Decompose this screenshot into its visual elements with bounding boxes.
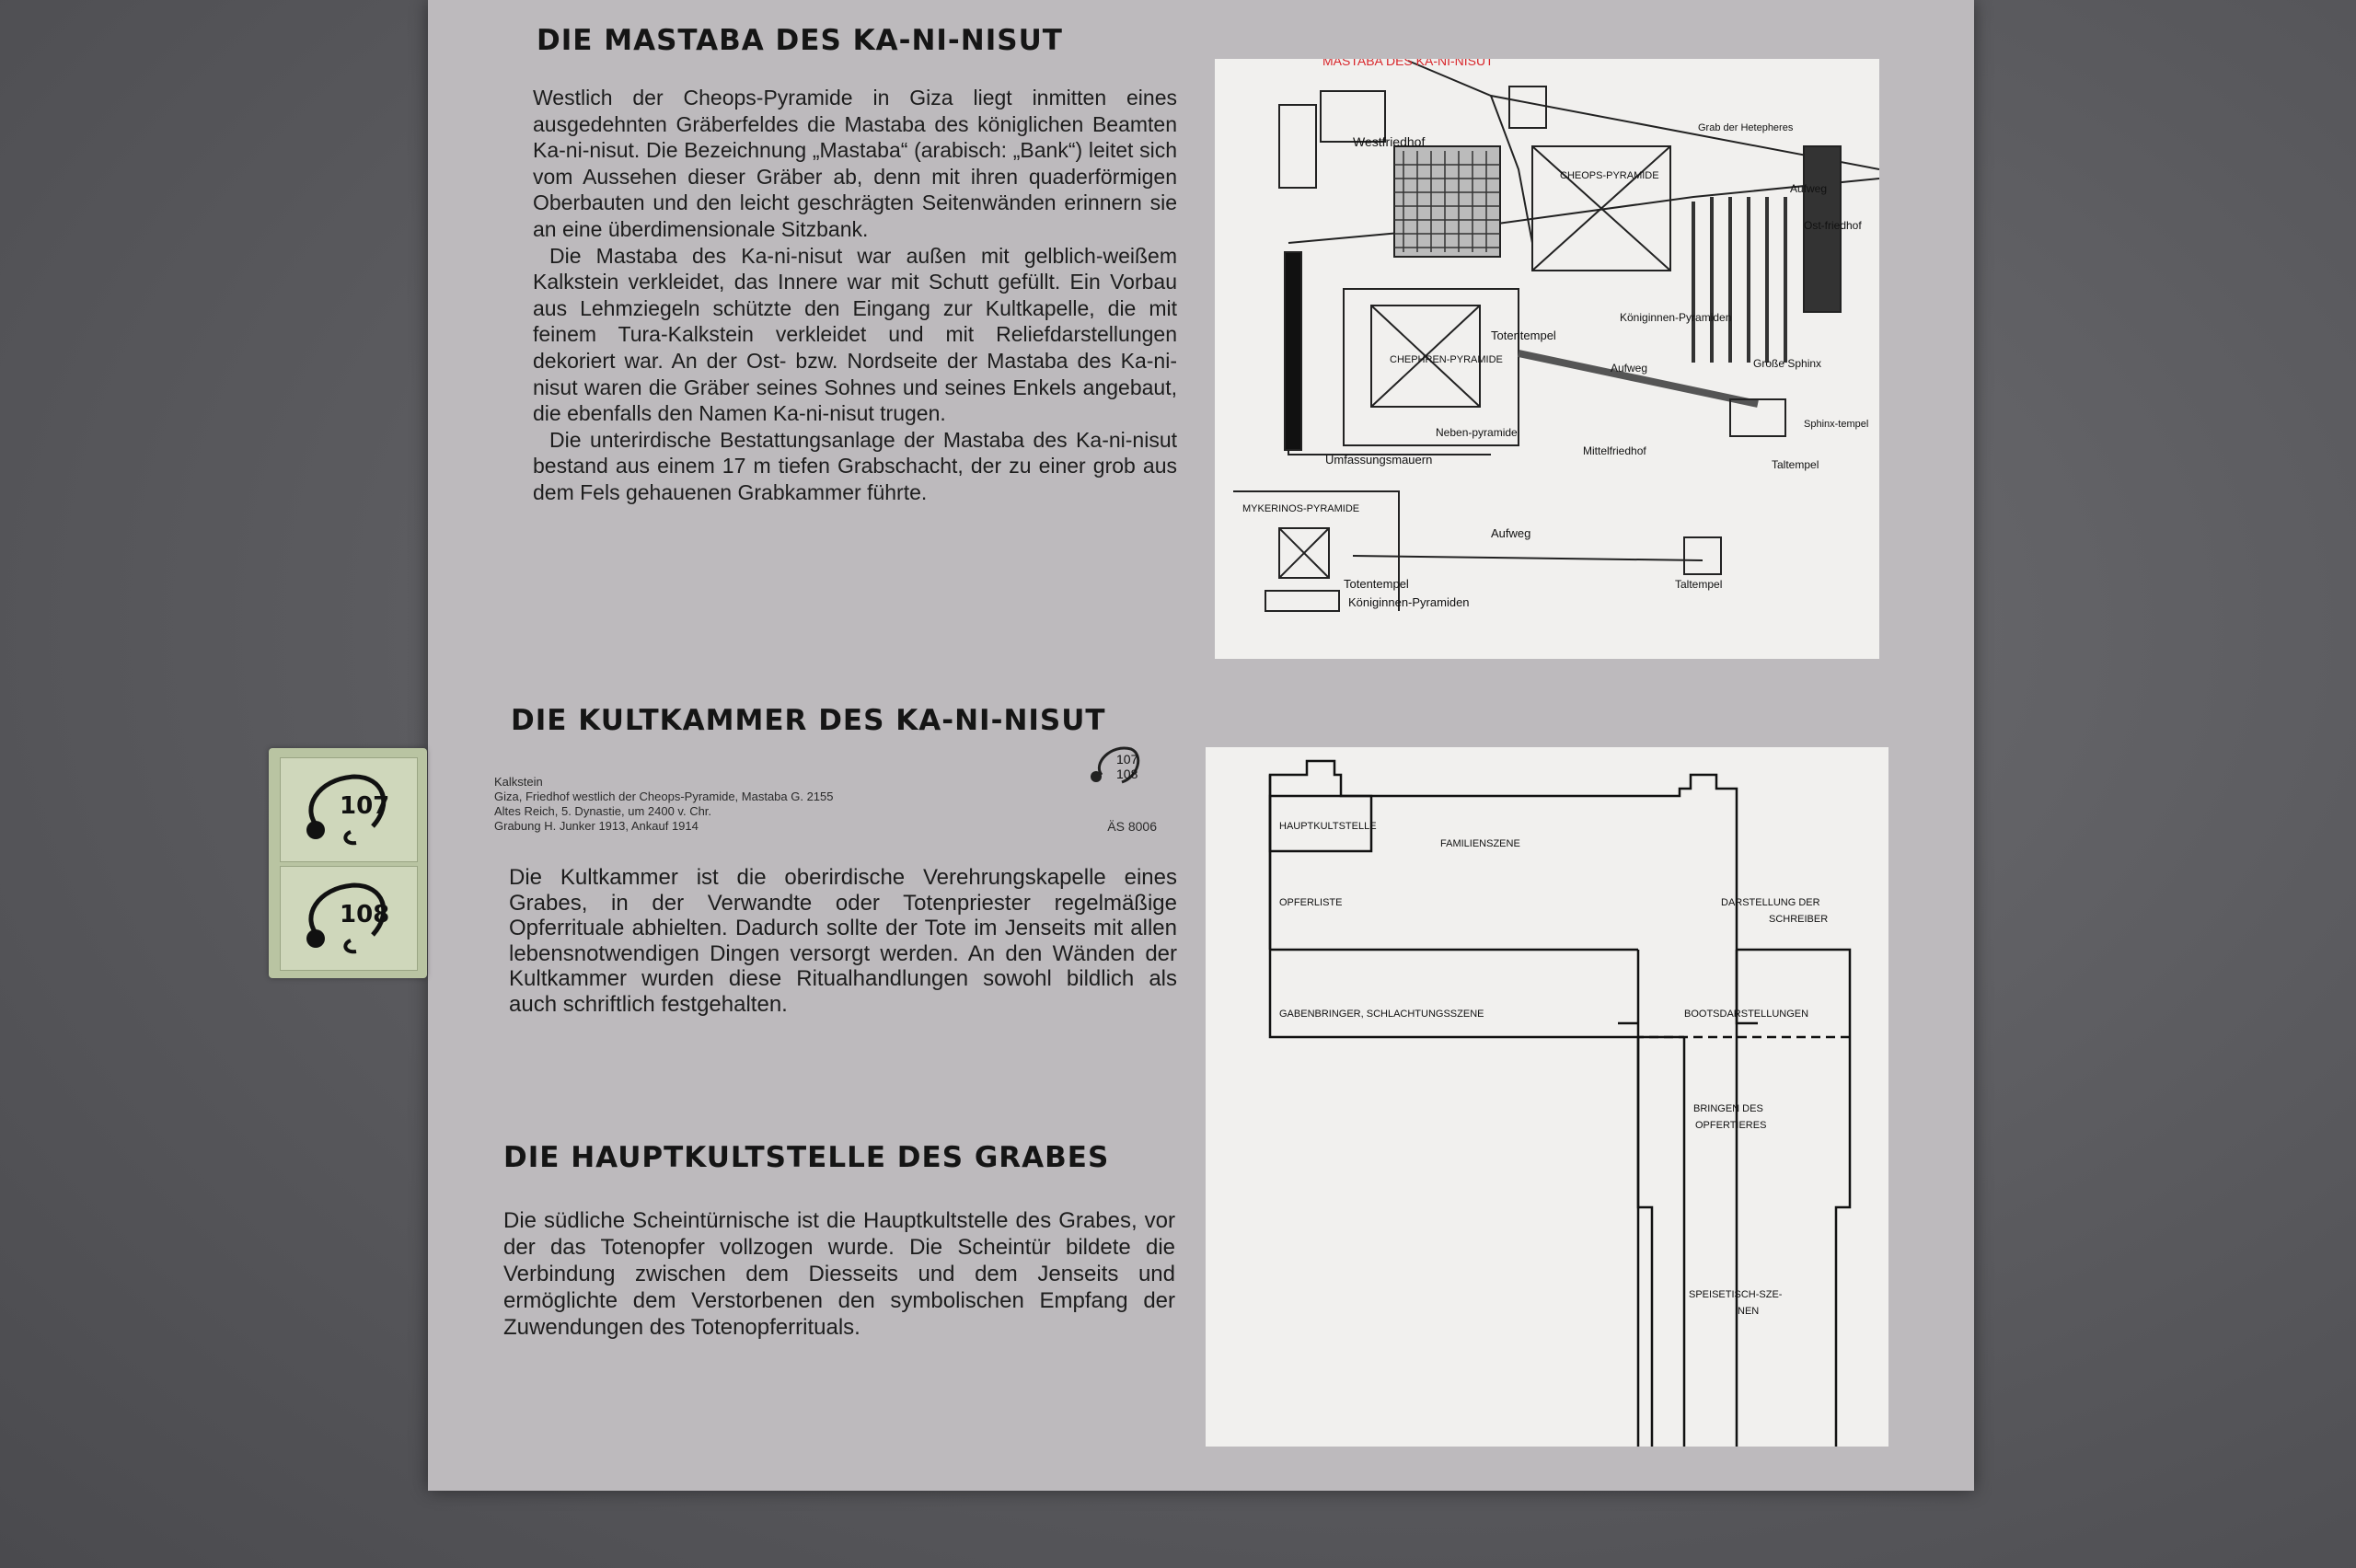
map-label: Umfassungsmauern <box>1325 453 1433 467</box>
map-label: Totentempel <box>1491 329 1556 342</box>
meta-line: Altes Reich, 5. Dynastie, um 2400 v. Chr. <box>494 804 712 818</box>
audio-badge-108 <box>280 866 418 971</box>
plan-label: GABENBRINGER, SCHLACHTUNGSSZENE <box>1279 1009 1484 1020</box>
mastaba-text <box>533 85 1177 506</box>
map-label: Königinnen-Pyramiden <box>1620 311 1732 324</box>
plan-label: OPFERTIERES <box>1695 1120 1767 1131</box>
kultkammer-paragraph: Die Kultkammer ist die oberirdische Verehrungskapelle eines Grabes, in der Verwandte oder Totenpriester regelmäßige Opferrituale abhielten. Dadurch sollte der Tote im Jenseits mit allen lebensnotwendigen Dingen versorgt werden. An den Wänden der Kultkammer wurden diese Ritualhandlungen sowohl bildlich als auch schriftlich festgehalten. <box>509 865 1177 1017</box>
meta-line: Kalkstein <box>494 775 543 789</box>
tomb-group <box>1279 105 1316 188</box>
section-title-mastaba: DIE MASTABA DES KA-NI-NISUT <box>537 24 1063 57</box>
hauptkultstelle-paragraph: Die südliche Scheintürnische ist die Hauptkultstelle des Grabes, vor der das Totenopfer vollzogen wurde. Die Scheintür bildete die Verbindung zwischen dem Diesseits und dem Jenseits und ermöglichte dem Verstorbenen den symbolischen Empfang der Zuwendungen des Totenopferrituals. <box>503 1208 1175 1340</box>
meta-line: Giza, Friedhof westlich der Cheops-Pyramide, Mastaba G. 2155 <box>494 790 834 803</box>
mykerinos-valley-temple <box>1684 537 1721 574</box>
badge-number: 108 <box>340 901 390 928</box>
audio-number: 108 <box>1116 767 1138 781</box>
map-road <box>1288 252 1491 455</box>
audio-guide-icon <box>1083 736 1148 791</box>
plan-label: DARSTELLUNG DER <box>1721 897 1820 908</box>
mastaba-paragraph: Die unterirdische Bestattungsanlage der Mastaba des Ka-ni-nisut bestand aus einem 17 m tiefen Grabschacht, der zu einer grob aus dem Fels gehauenen Grabkammer führte. <box>533 427 1177 504</box>
east-cemetery <box>1693 197 1785 363</box>
valley-temple <box>1730 399 1785 436</box>
plan-label: HAUPTKULTSTELLE <box>1279 821 1377 832</box>
map-label: Westfriedhof <box>1353 134 1426 149</box>
kultkammer-text <box>509 865 1177 1018</box>
audio-guide-badges <box>269 748 427 978</box>
plan-drawing <box>1206 747 1888 1447</box>
map-label: CHEPHREN-PYRAMIDE <box>1390 354 1503 365</box>
cult-chamber-plan <box>1206 747 1888 1447</box>
hauptkultstelle-text <box>503 1207 1175 1341</box>
plan-label: SPEISETISCH-SZE- <box>1689 1289 1783 1300</box>
map-label: Ost-friedhof <box>1804 219 1862 232</box>
plan-label: SCHREIBER <box>1769 914 1829 925</box>
mastaba-paragraph: Westlich der Cheops-Pyramide in Giza liegt inmitten eines ausgedehnten Gräberfeldes die Mastaba des königlichen Beamten Ka-ni-nisut. Die Bezeichnung „Mastaba“ (arabisch: „Bank“) leitet sich vom Aussehen dieser Gräber ab, denn mit ihren quaderförmigen Oberbauten und den leicht geschrägten Seitenwänden erinnern sie an eine überdimensionale Sitzbank. <box>533 86 1177 241</box>
map-label: Aufweg <box>1491 526 1531 540</box>
map-label: Taltempel <box>1772 458 1819 471</box>
map-label: Sphinx-tempel <box>1804 419 1869 430</box>
western-wall <box>1285 252 1301 450</box>
headphone-icon <box>281 867 417 970</box>
plan-label: NEN <box>1738 1306 1760 1317</box>
audio-number: 107 <box>1116 752 1138 767</box>
headphone-icon <box>281 758 417 861</box>
object-metadata <box>494 775 1157 834</box>
map-label: CHEOPS-PYRAMIDE <box>1560 170 1659 181</box>
tomb-group <box>1509 86 1546 128</box>
exhibit-panel <box>428 0 1974 1491</box>
section-title-hauptkultstelle: DIE HAUPTKULTSTELLE DES GRABES <box>503 1141 1110 1174</box>
map-label: Totentempel <box>1344 577 1409 591</box>
map-label: Neben-pyramide <box>1436 426 1518 439</box>
west-cemetery-block <box>1394 146 1500 257</box>
section-title-kultkammer: DIE KULTKAMMER DES KA-NI-NISUT <box>511 704 1106 737</box>
chephren-enclosure <box>1344 289 1519 445</box>
site-map-drawing <box>1215 59 1879 659</box>
map-title: MASTABA DES KA-NI-NISUT <box>1322 59 1494 68</box>
causeway <box>1353 556 1703 560</box>
queens-pyramids <box>1265 591 1339 611</box>
map-label: Große Sphinx <box>1753 357 1822 370</box>
plan-label: BRINGEN DES <box>1693 1103 1763 1114</box>
map-label: Königinnen-Pyramiden <box>1348 595 1470 609</box>
map-label: Aufweg <box>1611 362 1648 375</box>
map-label: Taltempel <box>1675 578 1723 591</box>
map-label: MYKERINOS-PYRAMIDE <box>1242 503 1360 514</box>
plan-label: OPFERLISTE <box>1279 897 1343 908</box>
map-label: Mittelfriedhof <box>1583 444 1646 457</box>
badge-number: 107 <box>340 792 390 820</box>
mastaba-paragraph: Die Mastaba des Ka-ni-nisut war außen mit gelblich-weißem Kalkstein verkleidet, das Innere war mit Schutt gefüllt. Ein Vorbau aus Lehmziegeln schützte den Eingang zur Kultkapelle, die mit feinem Tura-Kalkstein verkleidet und mit Reliefdarstellungen dekoriert war. An der Ost- bzw. Nordseite der Mastaba des Ka-ni-nisut waren die Gräber seines Sohnes und seines Enkels angebaut, die ebenfalls den Namen Ka-ni-nisut trugen. <box>533 243 1177 426</box>
meta-line: Grabung H. Junker 1913, Ankauf 1914 <box>494 819 699 833</box>
plan-label: BOOTSDARSTELLUNGEN <box>1684 1009 1809 1020</box>
inventory-number: ÄS 8006 <box>1107 819 1157 834</box>
map-label: Grab der Hetepheres <box>1698 122 1794 133</box>
map-label: Aufweg <box>1790 182 1828 195</box>
audio-badge-107 <box>280 757 418 862</box>
plan-label: FAMILIENSZENE <box>1440 838 1520 849</box>
giza-site-map <box>1215 59 1879 659</box>
